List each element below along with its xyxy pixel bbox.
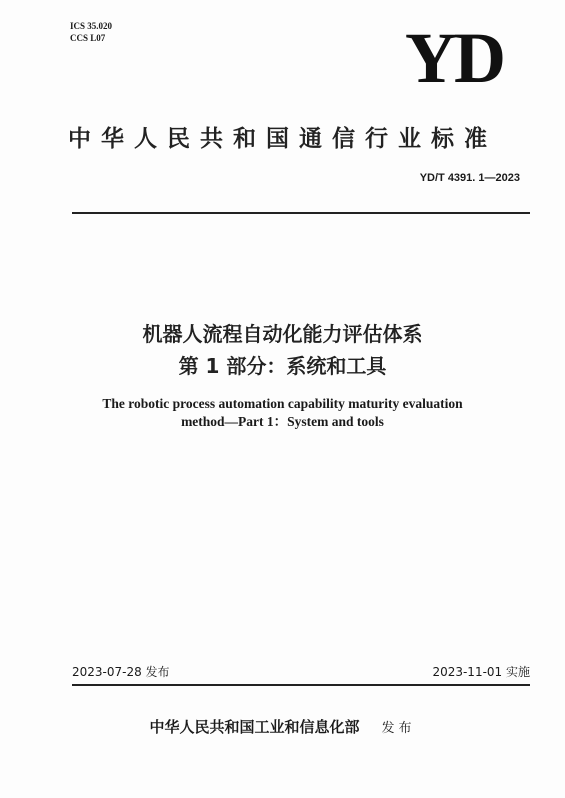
classification-codes [70,20,112,44]
publish-date: 2023-07-28 发布 [72,665,170,679]
title-cn-line1: 机器人流程自动化能力评估体系 [142,322,423,346]
issuer-name: 中华人民共和国工业和信息化部 [149,718,360,736]
standard-number: YD/T 4391. 1—2023 [419,172,520,184]
issuer-suffix: 发布 [381,721,416,736]
title-en-line1: The robotic process automation capability maturity evaluation [102,396,463,411]
bottom-divider [72,684,530,686]
title-en-line2: method—Part 1：System and tools [181,414,384,429]
industry-standard-heading: 中华人民共和国通信行业标准 [68,126,497,152]
top-divider [72,212,530,214]
implement-date: 2023-11-01 实施 [432,665,530,679]
yd-logo: YD [405,18,503,98]
issuer-line [0,716,565,737]
ics-code: ICS 35.020 [70,21,113,31]
ccs-code: CCS L07 [70,33,106,43]
title-cn-line2: 第 1 部分：系统和工具 [178,354,387,378]
